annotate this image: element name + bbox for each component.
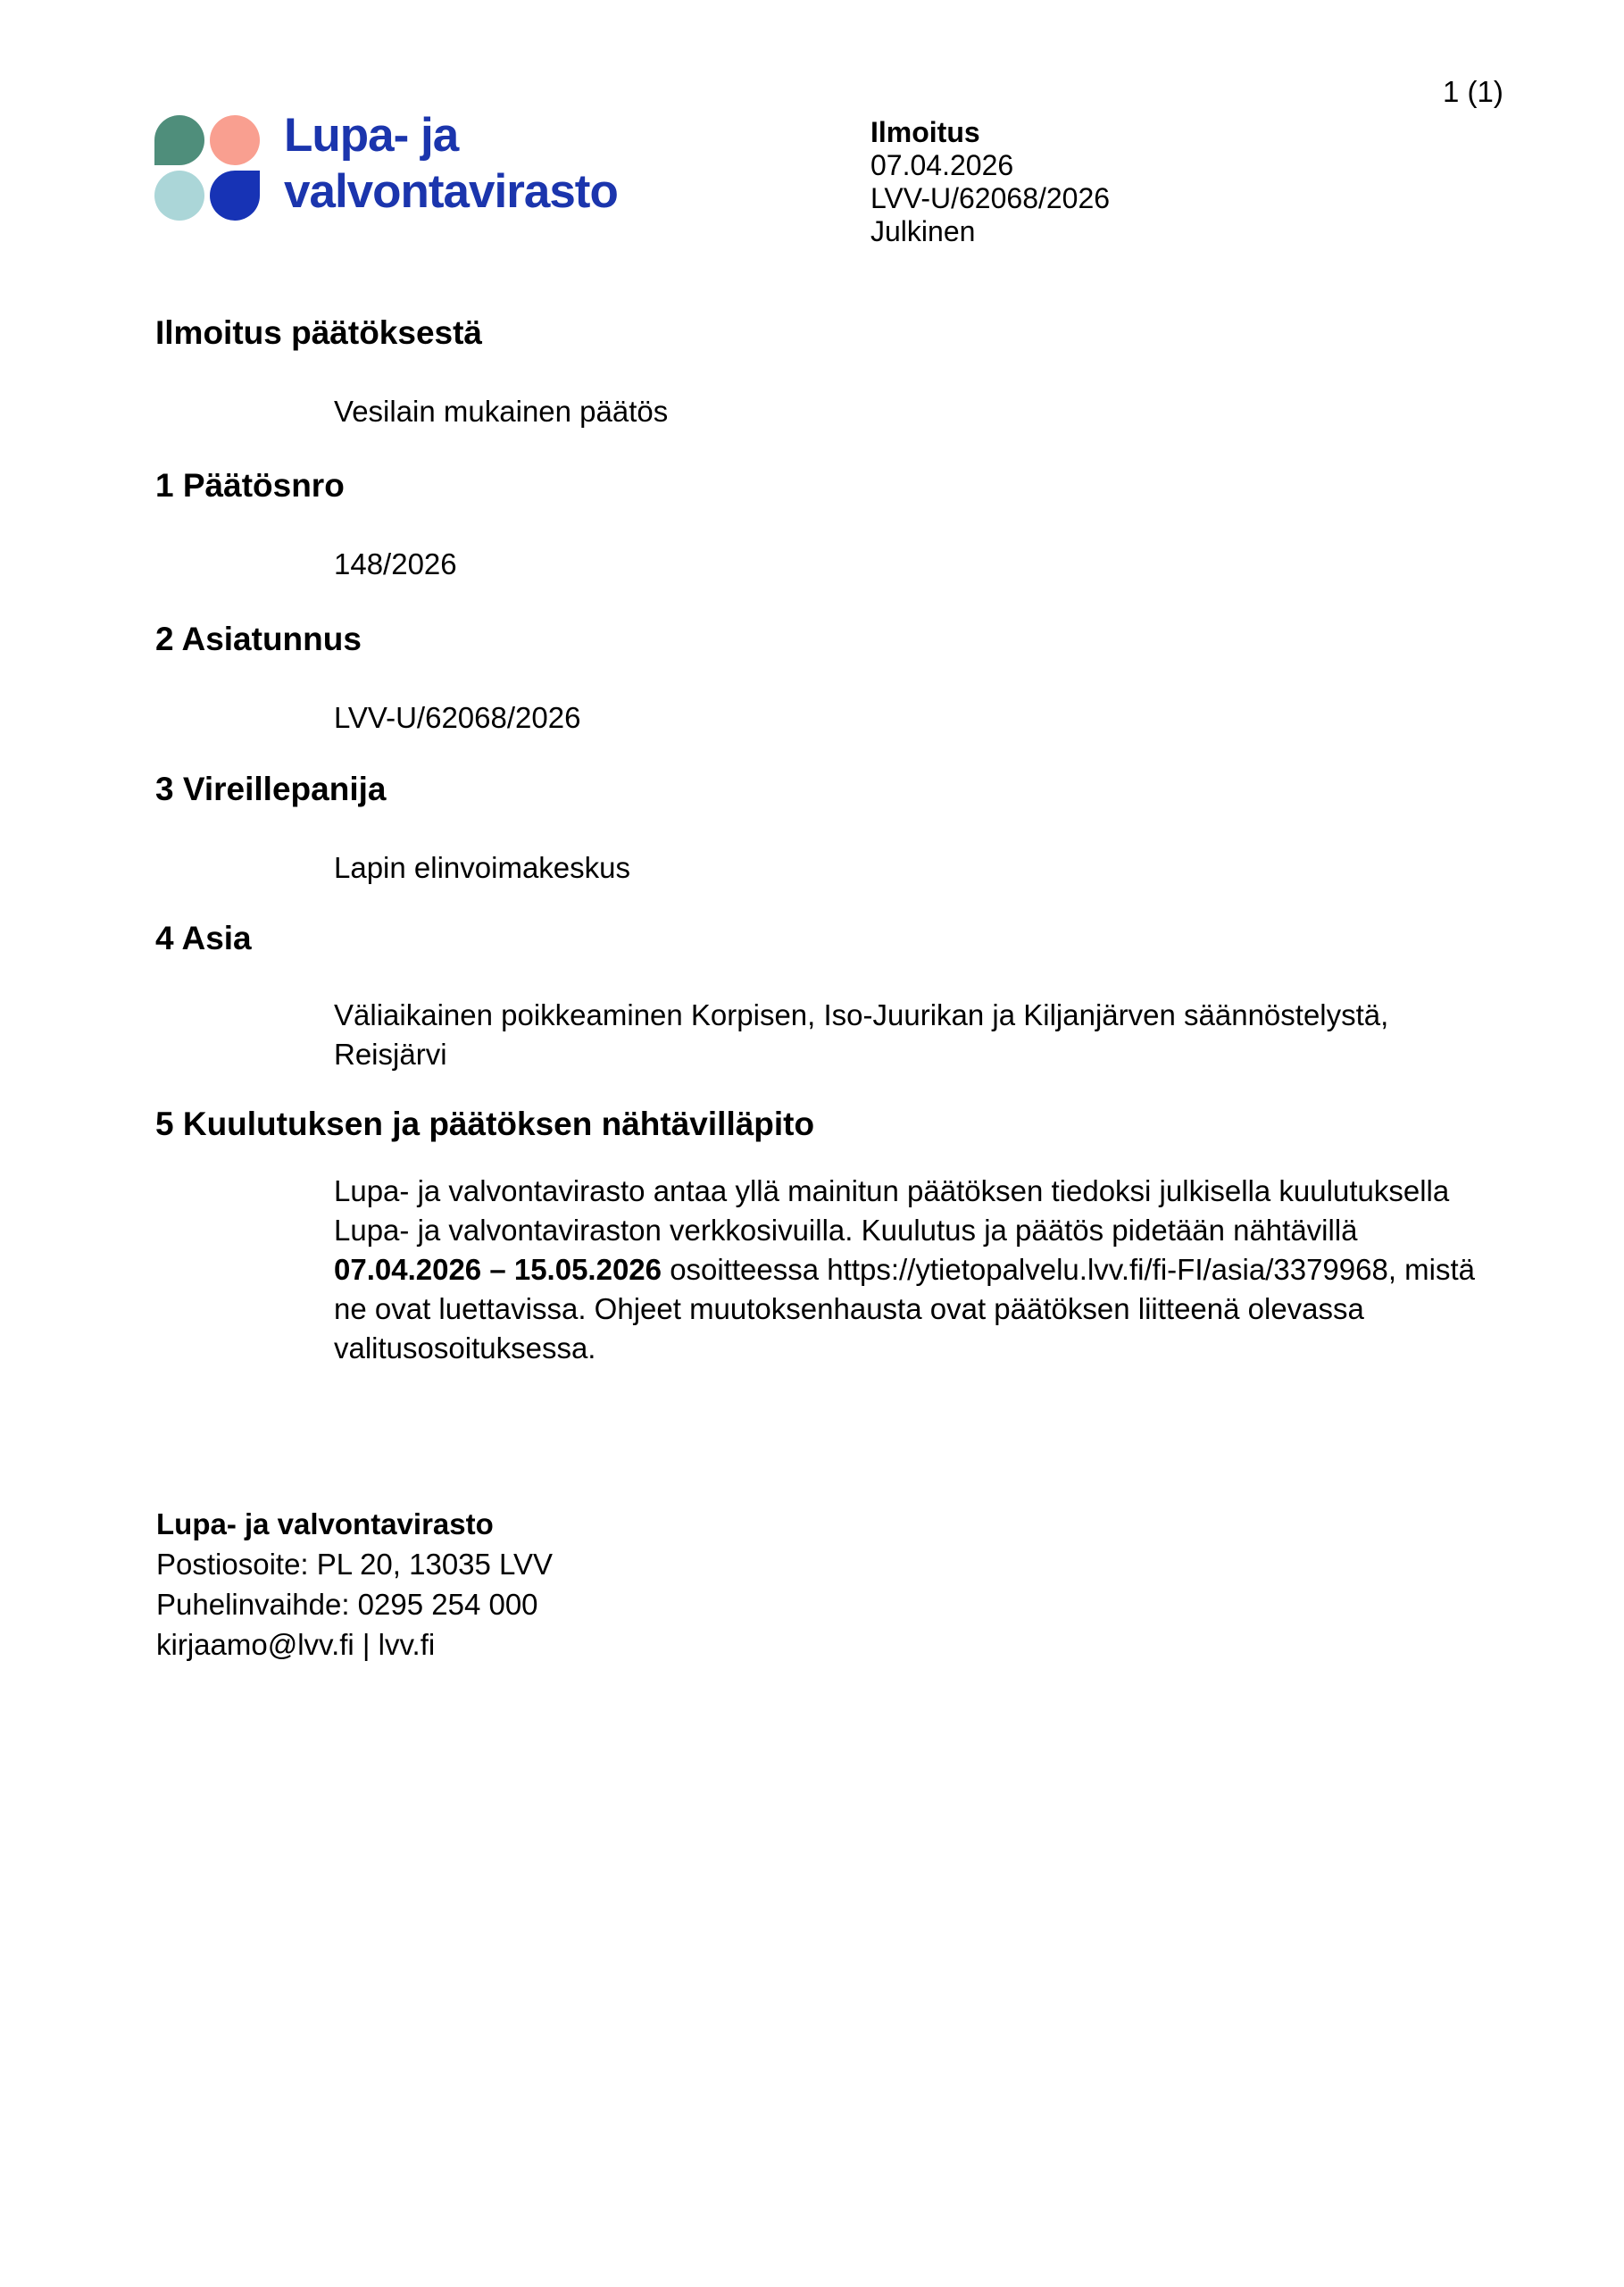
logo-teal-drop-icon (154, 115, 204, 165)
document-title: Ilmoitus päätöksestä (155, 314, 483, 351)
logo-salmon-circle-icon (210, 115, 260, 165)
decision-url-text: osoitteessa https://ytietopalvelu.lvv.fi/fi-FI/asia/3379968, mistä (670, 1253, 1476, 1286)
footer-phone: Puhelinvaihde: 0295 254 000 (156, 1588, 538, 1621)
section-3-heading: 3 Vireillepanija (155, 771, 387, 807)
agency-logo-wordmark (284, 107, 618, 220)
footer-postal-address: Postiosoite: PL 20, 13035 LVV (156, 1548, 553, 1581)
nahtavilla-date-range: 07.04.2026 – 15.05.2026 (334, 1253, 662, 1286)
section-1-value: 148/2026 (334, 547, 457, 580)
section-5-heading: 5 Kuulutuksen ja päätöksen nähtävilläpito (155, 1106, 815, 1142)
footer-org-name: Lupa- ja valvontavirasto (156, 1507, 494, 1540)
paragraph-line-5: valitusosoituksessa. (334, 1331, 596, 1365)
logo-darkblue-drop-icon (210, 171, 260, 221)
doc-date: 07.04.2026 (870, 149, 1014, 181)
paragraph-line-2: Lupa- ja valvontaviraston verkkosivuilla. Kuulutus ja päätös pidetään nähtävillä (334, 1214, 1358, 1247)
section-2-value: LVV-U/62068/2026 (334, 701, 581, 734)
paragraph-line-3 (334, 1250, 1548, 1290)
section-4-value (334, 996, 1548, 1074)
doc-visibility-label: Julkinen (870, 215, 976, 247)
document-meta-block (870, 116, 1110, 248)
doc-type-label: Ilmoitus (870, 116, 980, 148)
section-3-value: Lapin elinvoimakeskus (334, 851, 631, 884)
document-subtitle: Vesilain mukainen päätös (334, 395, 669, 428)
doc-case-id: LVV-U/62068/2026 (870, 182, 1111, 214)
footer-contact-block (156, 1504, 553, 1665)
section-4-value-line-1: Väliaikainen poikkeaminen Korpisen, Iso-Juurikan ja Kiljanjärven säännöstelystä, (334, 998, 1389, 1031)
paragraph-line-4: ne ovat luettavissa. Ohjeet muutoksenhausta ovat päätöksen liitteenä olevassa (334, 1292, 1364, 1325)
logo-wordmark-line2: valvontavirasto (284, 165, 618, 218)
paragraph-line-1: Lupa- ja valvontavirasto antaa yllä mainitun päätöksen tiedoksi julkisella kuulutuksella (334, 1174, 1450, 1207)
section-4-heading: 4 Asia (155, 920, 252, 956)
section-1-heading: 1 Päätösnro (155, 467, 345, 504)
section-4-value-line-2: Reisjärvi (334, 1038, 447, 1071)
footer-email-web: kirjaamo@lvv.fi | lvv.fi (156, 1628, 436, 1661)
section-5-paragraph (334, 1172, 1548, 1368)
logo-lightblue-circle-icon (154, 171, 204, 221)
section-2-heading: 2 Asiatunnus (155, 621, 362, 657)
logo-wordmark-line1: Lupa- ja (284, 109, 459, 162)
page-number: 1 (1) (1443, 75, 1503, 108)
agency-logo-mark (154, 115, 260, 221)
